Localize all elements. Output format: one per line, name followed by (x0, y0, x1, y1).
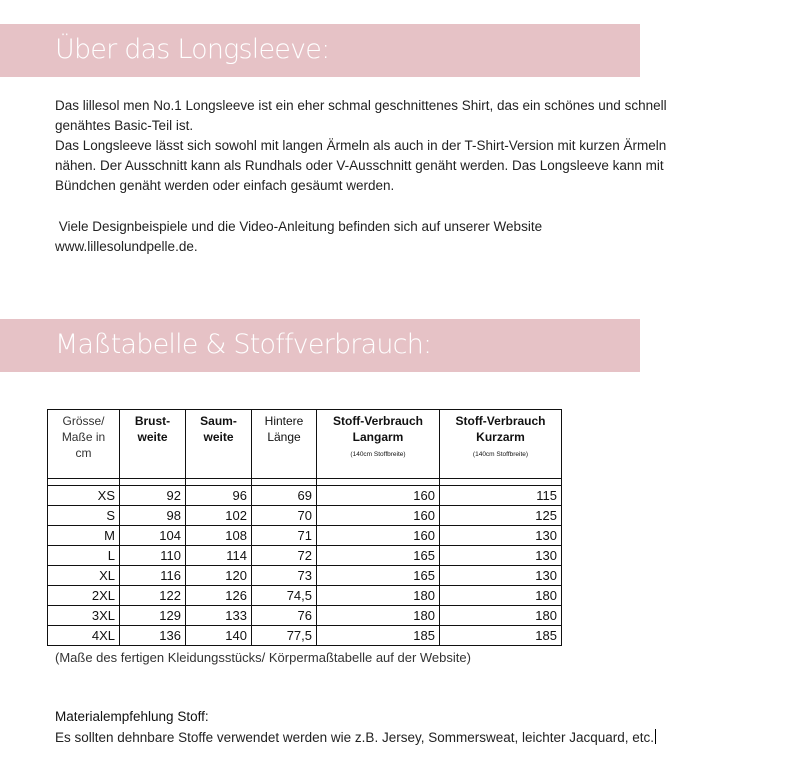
header-fabric-long-line2: Langarm (352, 430, 404, 444)
cell-back-length: 69 (252, 486, 317, 506)
cell-back-length: 73 (252, 566, 317, 586)
cell-size: 2XL (48, 586, 120, 606)
cell-size: 3XL (48, 606, 120, 626)
section-title-about: Über das Longsleeve: (55, 34, 330, 65)
intro-line-3: Das Longsleeve lässt sich sowohl mit langen Ärmeln als auch in der T-Shirt-Version mit kurzen Ärmeln (55, 138, 667, 153)
cell-back-length: 70 (252, 506, 317, 526)
intro-line-4: nähen. Der Ausschnitt kann als Rundhals oder V-Ausschnitt genäht werden. Das Longsleeve kann mit (55, 158, 664, 173)
cell-chest: 104 (120, 526, 186, 546)
cell-hem: 133 (186, 606, 252, 626)
header-chest-line2: weite (137, 430, 168, 444)
section-banner-about (0, 24, 640, 77)
cell-chest: 110 (120, 546, 186, 566)
cell-fabric-short: 185 (440, 626, 562, 646)
cell-fabric-long: 160 (317, 506, 440, 526)
website-link[interactable]: www.lillesolundpelle.de. (55, 239, 198, 254)
table-row (48, 586, 562, 606)
header-chest-line1: Brust- (134, 414, 171, 428)
cell-chest: 122 (120, 586, 186, 606)
table-row (48, 486, 562, 506)
cell-fabric-long: 185 (317, 626, 440, 646)
table-row (48, 606, 562, 626)
cell-fabric-short: 130 (440, 526, 562, 546)
cell-hem: 114 (186, 546, 252, 566)
cell-fabric-long: 180 (317, 586, 440, 606)
header-fabric-long (317, 410, 440, 479)
cell-fabric-long: 165 (317, 566, 440, 586)
intro-line-1: Das lillesol men No.1 Longsleeve ist ein eher schmal geschnittenes Shirt, das ein schönes und schnell (55, 98, 667, 113)
header-size-line2: Maße in (61, 430, 106, 444)
cell-size: M (48, 526, 120, 546)
header-back-length (252, 410, 317, 479)
cell-back-length: 72 (252, 546, 317, 566)
cell-chest: 98 (120, 506, 186, 526)
header-back-line1: Hintere (264, 414, 304, 428)
cell-chest: 92 (120, 486, 186, 506)
intro-line-2: genähtes Basic-Teil ist. (55, 118, 194, 133)
cell-chest: 116 (120, 566, 186, 586)
cell-chest: 136 (120, 626, 186, 646)
cell-fabric-long: 165 (317, 546, 440, 566)
cell-back-length: 71 (252, 526, 317, 546)
header-back-line2: Länge (267, 430, 301, 444)
header-size-line3: cm (75, 446, 92, 460)
table-footnote: (Maße des fertigen Kleidungsstücks/ Körpermaßtabelle auf der Website) (55, 650, 471, 665)
cell-fabric-short: 125 (440, 506, 562, 526)
header-size-line1: Grösse/ (62, 414, 105, 428)
cell-size: 4XL (48, 626, 120, 646)
table-row (48, 546, 562, 566)
header-size (48, 410, 120, 479)
cell-hem: 140 (186, 626, 252, 646)
intro-line-5: Bündchen genäht werden oder einfach gesäumt werden. (55, 178, 395, 193)
table-row (48, 626, 562, 646)
cell-size: S (48, 506, 120, 526)
table-row (48, 526, 562, 546)
section-banner-size-table (0, 319, 640, 372)
cell-back-length: 76 (252, 606, 317, 626)
size-table (47, 409, 562, 646)
table-spacer-row (48, 479, 562, 486)
cell-back-length: 74,5 (252, 586, 317, 606)
header-fabric-long-line1: Stoff-Verbrauch (332, 414, 423, 428)
cell-size: XS (48, 486, 120, 506)
cell-fabric-long: 160 (317, 486, 440, 506)
header-fabric-short (440, 410, 562, 479)
cell-fabric-short: 130 (440, 546, 562, 566)
cell-size: L (48, 546, 120, 566)
cell-size: XL (48, 566, 120, 586)
text-cursor (655, 729, 656, 744)
material-text-line[interactable] (55, 729, 656, 745)
cell-fabric-short: 180 (440, 606, 562, 626)
header-hem (186, 410, 252, 479)
header-hem-line2: weite (203, 430, 234, 444)
cell-hem: 126 (186, 586, 252, 606)
cell-fabric-short: 180 (440, 586, 562, 606)
material-text: Es sollten dehnbare Stoffe verwendet werden wie z.B. Jersey, Sommersweat, leichter Jacquard, etc. (55, 730, 655, 745)
cell-chest: 129 (120, 606, 186, 626)
cell-fabric-short: 115 (440, 486, 562, 506)
cell-fabric-long: 180 (317, 606, 440, 626)
cell-fabric-long: 160 (317, 526, 440, 546)
cell-hem: 108 (186, 526, 252, 546)
header-hem-line1: Saum- (200, 414, 237, 428)
table-row (48, 506, 562, 526)
material-heading: Materialempfehlung Stoff: (55, 709, 209, 724)
section-title-size-table: Maßtabelle & Stoffverbrauch: (55, 329, 432, 360)
cell-hem: 96 (186, 486, 252, 506)
header-fabric-short-line1: Stoff-Verbrauch (455, 414, 546, 428)
header-fabric-long-note: (140cm Stoffbreite) (350, 451, 406, 458)
header-fabric-short-note: (140cm Stoffbreite) (472, 451, 529, 458)
website-line-1: Viele Designbeispiele und die Video-Anleitung befinden sich auf unserer Website (55, 219, 543, 234)
cell-back-length: 77,5 (252, 626, 317, 646)
table-row (48, 566, 562, 586)
cell-hem: 120 (186, 566, 252, 586)
cell-hem: 102 (186, 506, 252, 526)
header-fabric-short-line2: Kurzarm (476, 430, 525, 444)
cell-fabric-short: 130 (440, 566, 562, 586)
table-header-row (48, 410, 562, 479)
header-chest (120, 410, 186, 479)
